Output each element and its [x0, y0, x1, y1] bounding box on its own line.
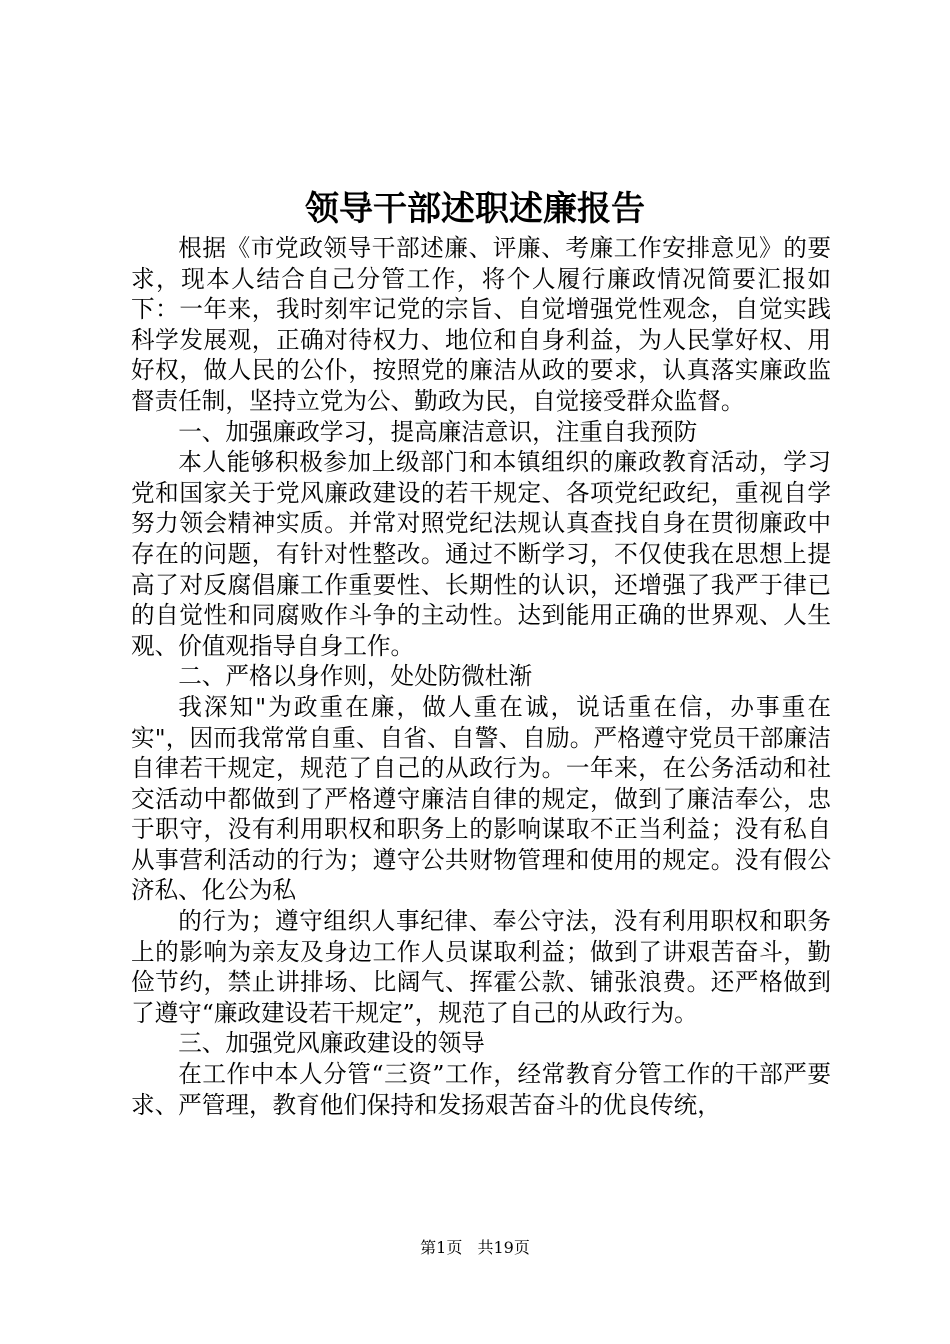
section-heading-3: 三、加强党风廉政建设的领导: [178, 1029, 485, 1058]
page-footer: [0, 1238, 950, 1258]
paragraph-section-3: 在工作中本人分管“三资”工作，经常教育分管工作的干部严要求、严管理，教育他们保持和发扬艰苦奋斗的优良传统，: [131, 1060, 831, 1119]
document-body: [131, 233, 831, 1120]
paragraph-section-2-continued: 的行为；遵守组织人事纪律、奉公守法，没有利用职权和职务上的影响为亲友及身边工作人员谋取利益；做到了讲艰苦奋斗，勤俭节约，禁止讲排场、比阔气、挥霍公款、铺张浪费。还严格做到了遵守“廉政建设若干规定”，规范了自己的从政行为。: [131, 907, 831, 1027]
paragraph-section-1: 本人能够积极参加上级部门和本镇组织的廉政教育活动，学习党和国家关于党风廉政建设的若干规定、各项党纪政纪，重视自学努力领会精神实质。并常对照党纪法规认真查找自身在贯彻廉政中存在的问题，有针对性整改。通过不断学习，不仅使我在思想上提高了对反腐倡廉工作重要性、长期性的认识，还增强了我严于律已的自觉性和同腐败作斗争的主动性。达到能用正确的世界观、人生观、价值观指导自身工作。: [131, 448, 831, 660]
paragraph-section-2: 我深知"为政重在廉，做人重在诚，说话重在信，办事重在实"，因而我常常自重、自省、自警、自励。严格遵守党员干部廉洁自律若干规定，规范了自己的从政行为。一年来，在公务活动和社交活动中都做到了严格遵守廉洁自律的规定，做到了廉洁奉公，忠于职守，没有利用职权和职务上的影响谋取不正当利益；没有私自从事营利活动的行为；遵守公共财物管理和使用的规定。没有假公济私、化公为私: [131, 692, 831, 905]
document-title: 领导干部述职述廉报告: [305, 189, 645, 229]
page-number: 第1页: [420, 1238, 463, 1257]
page-total: 共19页: [477, 1238, 530, 1257]
section-heading-2: 二、严格以身作则，处处防微杜渐: [178, 662, 533, 691]
section-heading-1: 一、加强廉政学习，提高廉洁意识，注重自我预防: [178, 417, 698, 446]
paragraph-intro: 根据《市党政领导干部述廉、评廉、考廉工作安排意见》的要求，现本人结合自己分管工作，将个人履行廉政情况简要汇报如下：一年来，我时刻牢记党的宗旨、自觉增强党性观念，自觉实践科学发展观，正确对待权力、地位和自身利益，为人民掌好权、用好权，做人民的公仆，按照党的廉洁从政的要求，认真落实廉政监督责任制，坚持立党为公、勤政为民，自觉接受群众监督。: [131, 234, 831, 415]
